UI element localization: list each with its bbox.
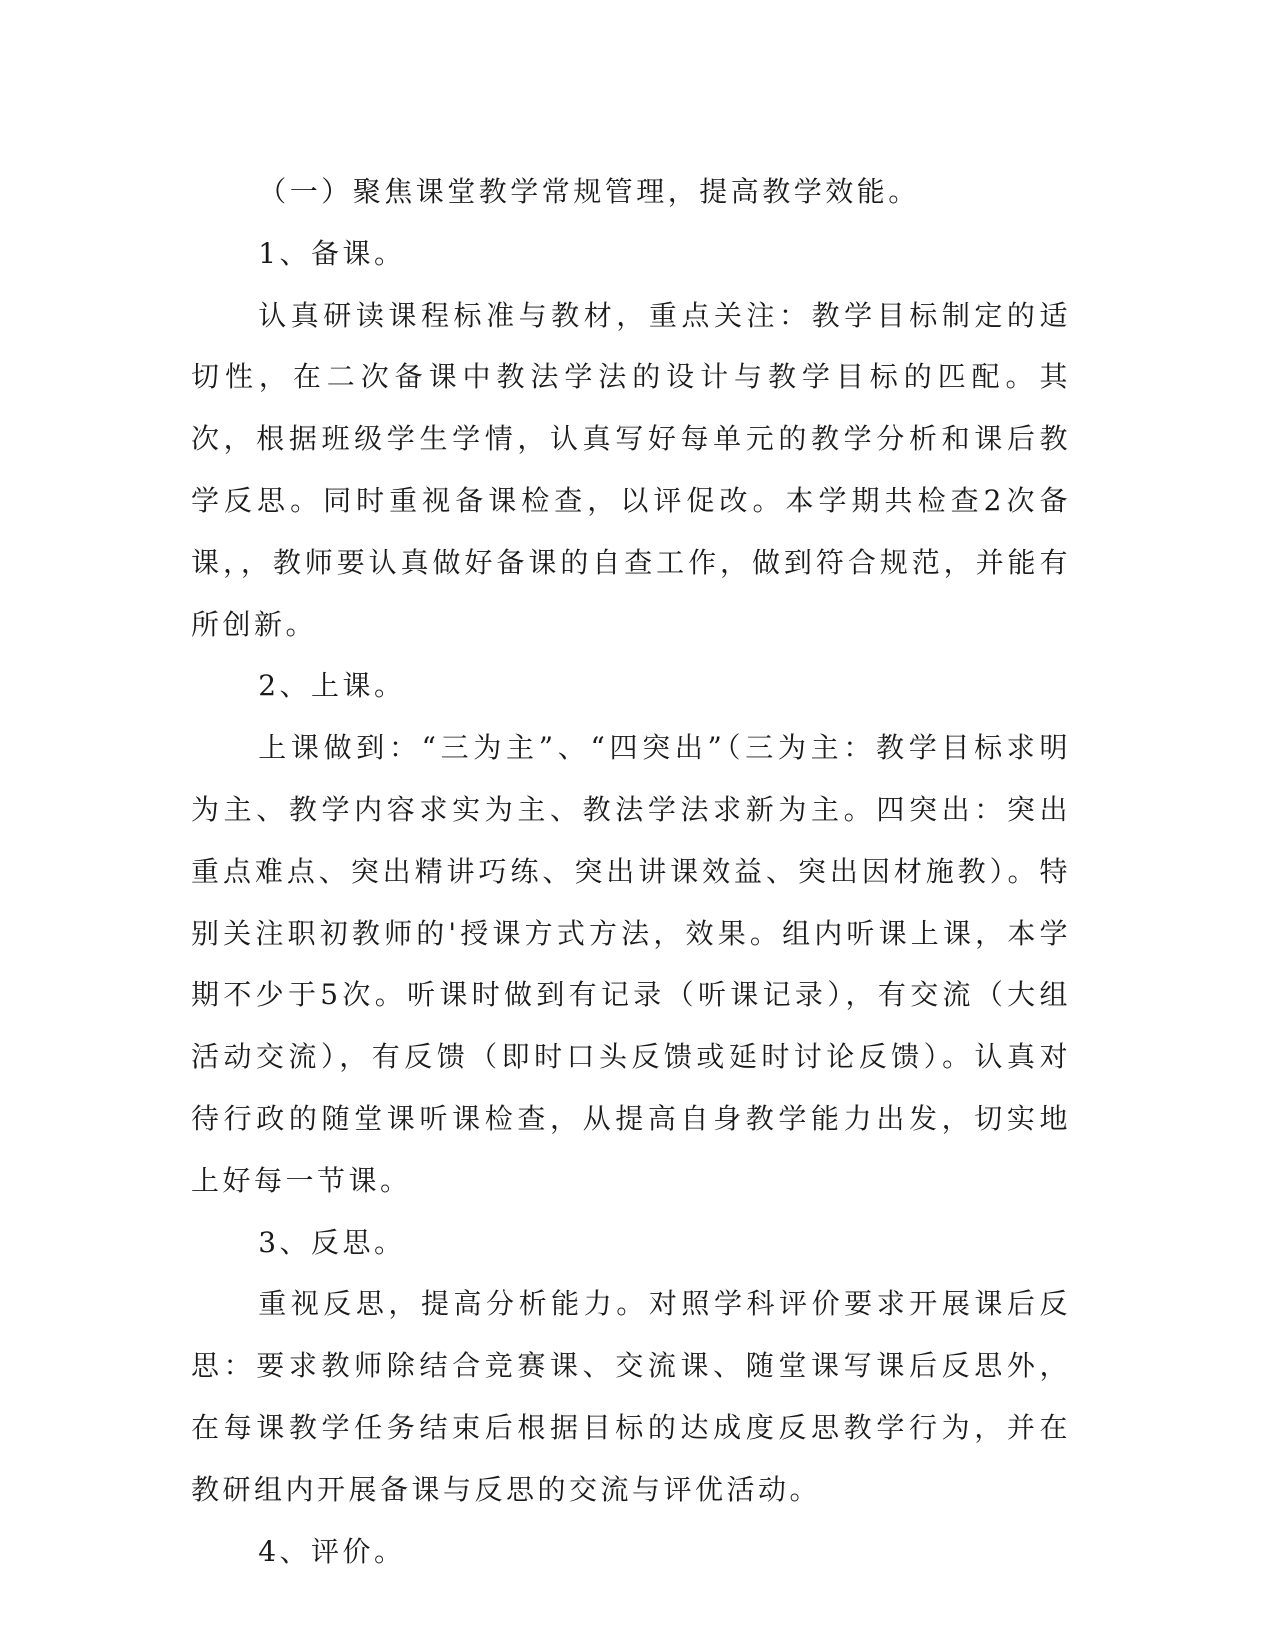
item-heading-lesson-prep: 1、备课。 bbox=[258, 236, 406, 270]
item-heading-evaluation: 4、评价。 bbox=[258, 1534, 406, 1568]
item-heading-teaching: 2、上课。 bbox=[258, 669, 406, 703]
item-body-reflection: 重视反思，提高分析能力。对照学科评价要求开展课后反思：要求教师除结合竞赛课、交流课、随堂课写课后反思外，在每课教学任务结束后根据目标的达成度反思教学行为，并在教研组内开展备课与反思的交流与评优活动。 bbox=[191, 1287, 1071, 1506]
item-body-lesson-prep: 认真研读课程标准与教材，重点关注：教学目标制定的适切性，在二次备课中教法学法的设计与教学目标的匹配。其次，根据班级学生学情，认真写好每单元的教学分析和课后教学反思。同时重视备课检查，以评促改。本学期共检查2次备课，，教师要认真做好备课的自查工作，做到符合规范，并能有所创新。 bbox=[191, 298, 1071, 641]
item-body-teaching: 上课做到：“三为主”、“四突出”（三为主：教学目标求明为主、教学内容求实为主、教法学法求新为主。四突出：突出重点难点、突出精讲巧练、突出讲课效益、突出因材施教）。特别关注职初教师的'授课方式方法，效果。组内听课上课，本学期不少于5次。听课时做到有记录（听课记录），有交流（大组活动交流），有反馈（即时口头反馈或延时讨论反馈）。认真对待行政的随堂课听课检查，从提高自身教学能力出发，切实地上好每一节课。 bbox=[191, 731, 1071, 1197]
document-body bbox=[191, 161, 1071, 1582]
section-heading: （一）聚焦课堂教学常规管理，提高教学效能。 bbox=[258, 175, 920, 208]
item-heading-reflection: 3、反思。 bbox=[258, 1225, 406, 1259]
